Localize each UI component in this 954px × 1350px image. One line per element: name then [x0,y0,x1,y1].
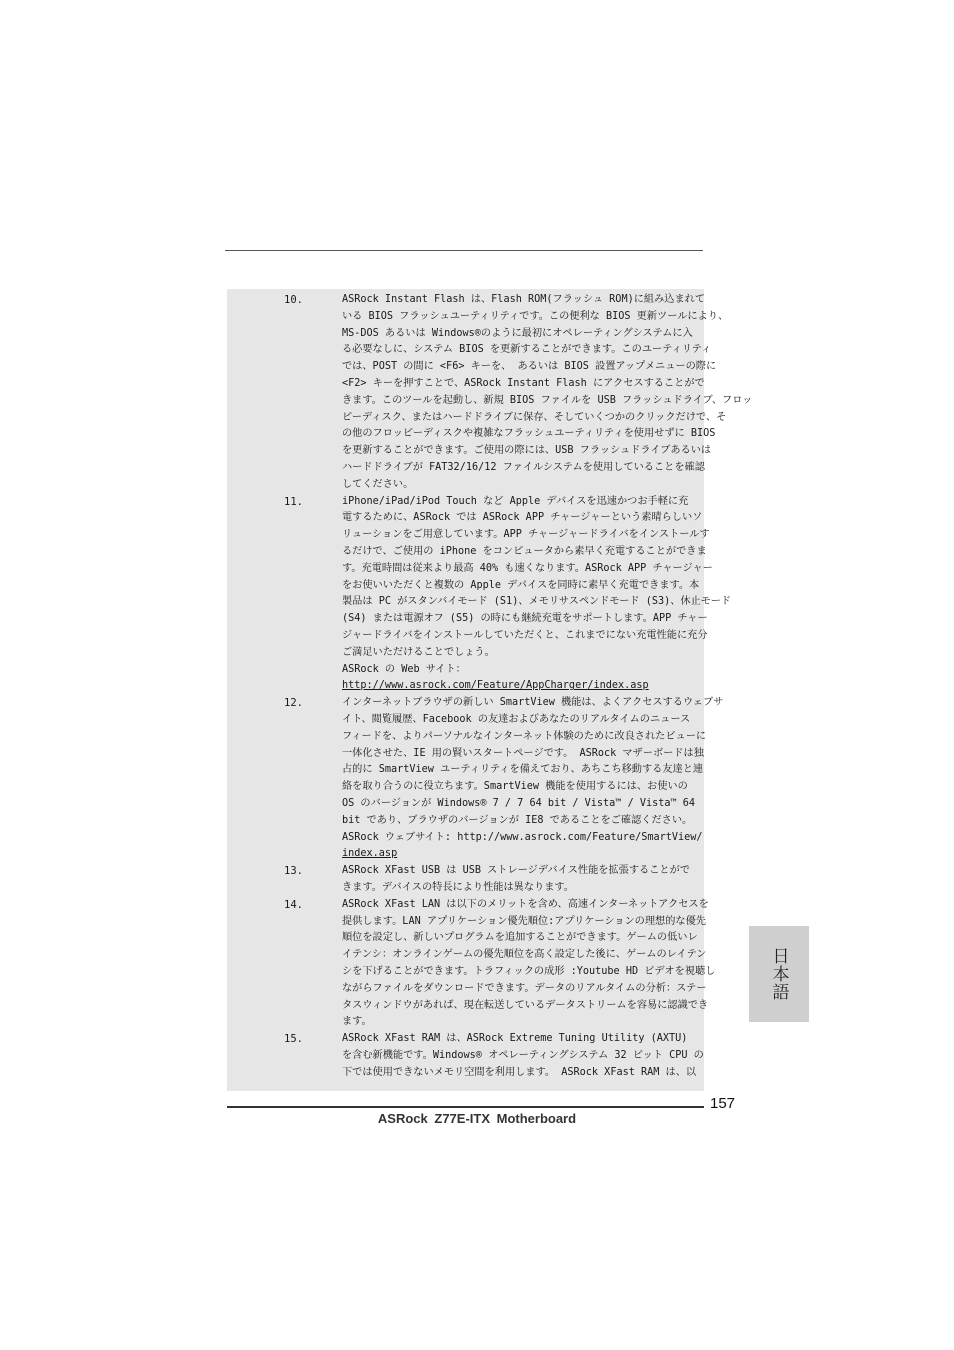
page-number: 157 [710,1095,736,1112]
text-line: 下では使用できないメモリ空間を利用します。 ASRock XFast RAM は、以 [342,1066,697,1078]
text-line: 一体化させた、IE 用の賢いスタートページです。 ASRock マザーボードは独 [342,747,704,759]
list-item [227,863,704,897]
list-item-text [342,695,724,863]
text-line: 占的に SmartView ユーティリティを備えており、あちこち移動する友達と連 [342,764,704,776]
text-line: ハードドライブが FAT32/16/12 ファイルシステムを使用していることを確認 [342,461,705,473]
footer-title: ASRock Z77E-ITX Motherboard [377,1111,577,1126]
feature-list-panel [227,289,753,1091]
text-line: タスウィンドウがあれば、現在転送しているデータストリームを容易に認識でき [342,999,709,1011]
text-line: の他のフロッピーディスクや複雑なフラッシュユーティリティを使用せずに BIOS [342,428,716,440]
list-item-text [342,292,753,494]
list-item-number: 13. [284,865,303,878]
list-item-text [342,897,716,1031]
language-tab-label: 日本語 [768,947,789,1001]
text-line: bit であり、ブラウザのバージョンが IE8 であることをご確認ください。 [342,814,693,826]
footer-rule [227,1106,704,1108]
text-line: いる BIOS フラッシュユーティリティです。この便利な BIOS 更新ツールにより、 [342,310,729,322]
text-line: きます。このツールを起動し、新規 BIOS ファイルを USB フラッシュドライブ、フロッ [342,394,753,406]
text-line: ピーディスク、またはハードドライブに保存、そしていくつかのクリックだけで、そ [342,411,727,423]
text-line: ます。 [342,1016,372,1028]
text-line: 順位を設定し、新しいプログラムを追加することができます。ゲームの低いレ [342,932,698,944]
text-line: 絡を取り合うのに役立ちます。SmartView 機能を使用するには、お使いの [342,781,688,793]
list-item [227,494,731,696]
text-line: iPhone/iPad/iPod Touch など Apple デバイスを迅速かつお手軽に充 [342,495,689,507]
text-line: 製品は PC がスタンバイモード (S1)、メモリサスペンドモード (S3)、休止モード [342,596,731,608]
list-item-text [342,494,731,696]
text-line: MS-DOS あるいは Windows®のように最初にオペレーティングシステムに入 [342,327,693,339]
text-line: ASRock XFast USB は USB ストレージデバイス性能を拡張することがで [342,865,690,877]
text-line: を含む新機能です。Windows® オペレーティングシステム 32 ビット CPU の [342,1049,704,1061]
text-line: イト、閲覧履歴、Facebook の友達およびあなたのリアルタイムのニュース [342,713,691,725]
text-line: イテンシ：オンラインゲームの優先順位を高く設定した後に、ゲームのレイテン [342,949,707,961]
text-line: す。充電時間は従来より最高 40% も速くなります。ASRock APP チャージャー [342,562,713,574]
text-line: ながらファイルをダウンロードできます。データのリアルタイムの分析：ステー [342,982,707,994]
web-link[interactable]: http://www.asrock.com/Feature/AppCharger/index.asp [342,680,649,692]
list-item-number: 14. [284,898,303,911]
list-item-number: 12. [284,697,303,710]
text-line: ジャードライバをインストールしていただくと、これまでにない充電性能に充分 [342,629,708,641]
list-item-number: 15. [284,1033,303,1046]
list-item [227,1031,704,1081]
language-tab [749,926,809,1022]
list-item [227,292,753,494]
text-line: 提供します。LAN アプリケーション優先順位:アプリケーションの理想的な優先 [342,915,706,927]
list-item [227,897,716,1031]
text-line: ASRock XFast LAN は以下のメリットを含め、高速インターネットアクセスを [342,898,709,910]
text-line: フィードを、よりパーソナルなインターネット体験のために改良されたビューに [342,730,707,742]
list-item-number: 10. [284,294,303,306]
text-line: <F2> キーを押すことで、ASRock Instant Flash にアクセスすることがで [342,377,705,389]
text-line: ご満足いただけることでしょう。 [342,646,495,658]
text-line: きます。デバイスの特長により性能は異なります。 [342,881,574,893]
text-line: ASRock XFast RAM は、ASRock Extreme Tuning Utility (AXTU) [342,1033,688,1045]
text-line: ASRock ウェブサイト: http://www.asrock.com/Feature/SmartView/ [342,831,703,843]
list-item [227,695,724,863]
text-line: (S4) または電源オフ (S5) の時にも継続充電をサポートします。APP チャー [342,613,708,625]
text-line: シを下げることができます。トラフィックの成形 :Youtube HD ビデオを視聴し [342,965,716,977]
list-item-text [342,863,704,897]
web-link[interactable]: index.asp [342,848,398,860]
text-line: では、POST の間に <F6> キーを、 あるいは BIOS 設置アップメニューの際に [342,361,717,373]
text-line: リューションをご用意しています。APP チャージャードライバをインストールす [342,529,710,541]
header-rule [225,250,703,251]
text-line: 電するために、ASRock では ASRock APP チャージャーという素晴らしいソ [342,512,703,524]
text-line: ASRock Instant Flash は、Flash ROM(フラッシュ ROM)に組み込まれて [342,294,706,305]
text-line: を更新することができます。ご使用の際には、USB フラッシュドライブあるいは [342,445,712,457]
text-line: してください。 [342,478,414,490]
text-line: インターネットブラウザの新しい SmartView 機能は、よくアクセスするウェブサ [342,697,724,709]
list-item-text [342,1031,704,1081]
list-item-number: 11. [284,495,303,508]
text-line: る必要なしに、システム BIOS を更新することができます。このユーティリティ [342,344,712,356]
text-line: るだけで、ご使用の iPhone をコンピュータから素早く充電することができま [342,545,707,557]
text-line: をお使いいただくと複数の Apple デバイスを同時に素早く充電できます。本 [342,579,700,591]
text-line: ASRock の Web サイト： [342,663,466,675]
text-line: OS のバージョンが Windows® 7 / 7 64 bit / Vista™ / Vista™ 64 [342,797,696,809]
